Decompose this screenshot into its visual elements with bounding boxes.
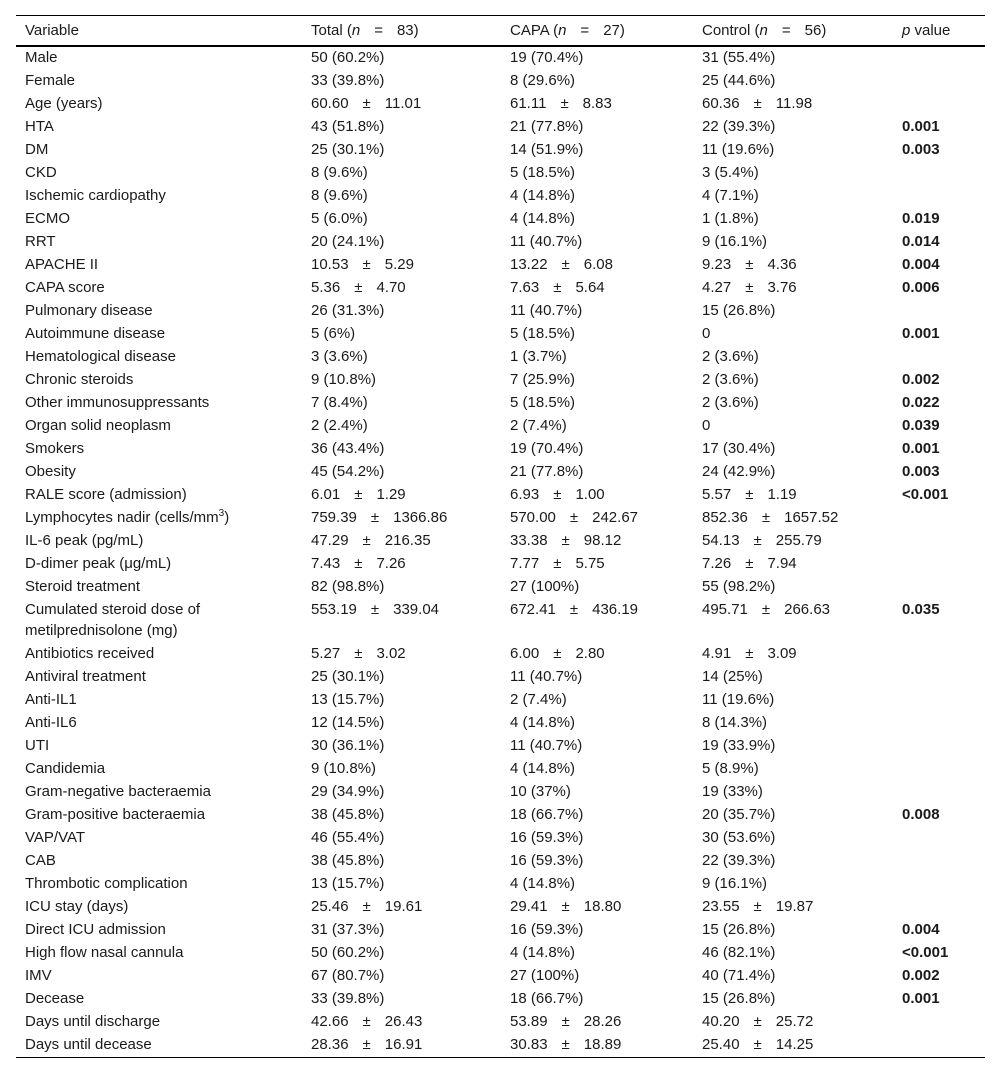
cell-p-value: 0.004 [902, 256, 940, 273]
table-row [16, 873, 985, 896]
cell-variable: Obesity [25, 463, 76, 480]
cell-control: 11 (19.6%) [702, 691, 775, 708]
cell-p-value: 0.003 [902, 463, 940, 480]
cell-capa: 4 (14.8%) [510, 875, 576, 892]
cell-control: 54.13 ± 255.79 [702, 532, 822, 549]
cell-capa: 21 (77.8%) [510, 463, 584, 480]
cell-total: 30 (36.1%) [311, 737, 385, 754]
cell-capa: 19 (70.4%) [510, 440, 584, 457]
cell-total: 8 (9.6%) [311, 187, 368, 204]
cell-p-value [893, 346, 985, 369]
cell-control: 55 (98.2%) [702, 578, 776, 595]
cell-p-value [893, 666, 985, 689]
cell-control: 15 (26.8%) [702, 302, 776, 319]
cell-total: 12 (14.5%) [311, 714, 385, 731]
cell-variable: Direct ICU admission [25, 921, 166, 938]
cell-p-value: 0.022 [902, 394, 940, 411]
cell-variable: UTI [25, 737, 50, 754]
cell-p-value [893, 758, 985, 781]
cell-total: 5.36 ± 4.70 [311, 279, 406, 296]
cell-control: 1 (1.8%) [702, 210, 759, 227]
cell-p-value [893, 712, 985, 735]
cell-capa: 2 (7.4%) [510, 417, 567, 434]
cell-variable: Gram-positive bacteraemia [25, 806, 206, 823]
cell-p-value: 0.039 [902, 417, 940, 434]
cell-total: 31 (37.3%) [311, 921, 385, 938]
cell-capa: 18 (66.7%) [510, 990, 584, 1007]
cell-capa: 4 (14.8%) [510, 714, 576, 731]
cell-total: 50 (60.2%) [311, 49, 385, 66]
cell-variable: Smokers [25, 440, 85, 457]
cell-control: 9 (16.1%) [702, 875, 768, 892]
cell-capa: 27 (100%) [510, 578, 580, 595]
table-row [16, 896, 985, 919]
cell-capa: 10 (37%) [510, 783, 571, 800]
cell-control: 22 (39.3%) [702, 118, 776, 135]
cell-variable: High flow nasal cannula [25, 944, 184, 961]
cell-variable: HTA [25, 118, 54, 135]
cell-p-value: 0.001 [902, 118, 940, 135]
cell-variable: Candidemia [25, 760, 106, 777]
cell-control: 3 (5.4%) [702, 164, 759, 181]
cell-control: 17 (30.4%) [702, 440, 776, 457]
cell-p-value [893, 643, 985, 666]
cell-variable: CAPA score [25, 279, 105, 296]
table-row [16, 1011, 985, 1034]
table-row [16, 827, 985, 850]
cell-capa: 53.89 ± 28.26 [510, 1013, 622, 1030]
table-row [16, 576, 985, 599]
header-row [16, 16, 985, 47]
cell-total: 5.27 ± 3.02 [311, 645, 406, 662]
cell-variable: Thrombotic complication [25, 875, 188, 892]
cell-total: 13 (15.7%) [311, 691, 385, 708]
cell-total: 9 (10.8%) [311, 371, 377, 388]
cell-variable: APACHE II [25, 256, 99, 273]
cell-p-value [893, 735, 985, 758]
table-row [16, 712, 985, 735]
table-row [16, 231, 985, 254]
table-row [16, 277, 985, 300]
cell-control: 2 (3.6%) [702, 371, 759, 388]
table-row [16, 735, 985, 758]
table-row [16, 415, 985, 438]
cell-variable: RRT [25, 233, 56, 250]
cell-capa: 4 (14.8%) [510, 944, 576, 961]
table-row [16, 530, 985, 553]
cell-p-value [893, 896, 985, 919]
cell-total: 60.60 ± 11.01 [311, 95, 422, 112]
cell-capa: 7.63 ± 5.64 [510, 279, 605, 296]
cell-control: 19 (33%) [702, 783, 763, 800]
cell-p-value [893, 850, 985, 873]
cell-p-value [893, 185, 985, 208]
cell-control: 2 (3.6%) [702, 394, 759, 411]
cell-variable: Male [25, 49, 58, 66]
cell-capa: 4 (14.8%) [510, 760, 576, 777]
cell-p-value [893, 530, 985, 553]
cell-p-value: 0.002 [902, 967, 940, 984]
cell-p-value: 0.004 [902, 921, 940, 938]
table-row [16, 553, 985, 576]
cell-variable: Anti-IL1 [25, 691, 77, 708]
cell-capa: 5 (18.5%) [510, 394, 576, 411]
cell-capa: 21 (77.8%) [510, 118, 584, 135]
cell-control: 4 (7.1%) [702, 187, 759, 204]
table-row [16, 804, 985, 827]
cell-total: 50 (60.2%) [311, 944, 385, 961]
cell-capa: 11 (40.7%) [510, 737, 583, 754]
cell-variable: Age (years) [25, 95, 103, 112]
cell-variable: Organ solid neoplasm [25, 417, 171, 434]
cell-total: 5 (6.0%) [311, 210, 368, 227]
cell-control: 40 (71.4%) [702, 967, 776, 984]
cell-variable: Anti-IL6 [25, 714, 77, 731]
cell-variable: Cumulated steroid dose of metilprednisolone (mg) [25, 601, 201, 639]
cell-control: 30 (53.6%) [702, 829, 776, 846]
table-row [16, 93, 985, 116]
cell-control: 40.20 ± 25.72 [702, 1013, 814, 1030]
cell-control: 11 (19.6%) [702, 141, 775, 158]
cell-p-value [893, 873, 985, 896]
table-row [16, 323, 985, 346]
cell-total: 553.19 ± 339.04 [311, 601, 440, 618]
table-container [16, 15, 985, 1058]
cell-control: 0 [702, 417, 711, 434]
cell-p-value [893, 507, 985, 530]
cell-variable: ECMO [25, 210, 70, 227]
cell-p-value [893, 781, 985, 804]
cell-control: 25 (44.6%) [702, 72, 776, 89]
cell-variable: Hematological disease [25, 348, 176, 365]
cell-capa: 8 (29.6%) [510, 72, 576, 89]
cell-control: 9 (16.1%) [702, 233, 768, 250]
table-row [16, 116, 985, 139]
cell-variable: Days until decease [25, 1036, 152, 1053]
cell-capa: 6.93 ± 1.00 [510, 486, 605, 503]
cell-total: 25 (30.1%) [311, 668, 385, 685]
header-total: Total (n = 83) [311, 22, 419, 39]
cell-capa: 7.77 ± 5.75 [510, 555, 605, 572]
cell-capa: 1 (3.7%) [510, 348, 567, 365]
cell-variable: Autoimmune disease [25, 325, 166, 342]
cell-variable: DM [25, 141, 49, 158]
cell-total: 25 (30.1%) [311, 141, 385, 158]
cell-capa: 33.38 ± 98.12 [510, 532, 622, 549]
table-row [16, 988, 985, 1011]
cell-total: 7.43 ± 7.26 [311, 555, 406, 572]
cell-control: 60.36 ± 11.98 [702, 95, 813, 112]
cell-total: 7 (8.4%) [311, 394, 368, 411]
cell-p-value: 0.019 [902, 210, 940, 227]
cell-p-value [893, 300, 985, 323]
cell-variable: Other immunosuppressants [25, 394, 210, 411]
cell-total: 10.53 ± 5.29 [311, 256, 414, 273]
cell-p-value [893, 93, 985, 116]
cell-capa: 6.00 ± 2.80 [510, 645, 605, 662]
cell-total: 33 (39.8%) [311, 990, 385, 1007]
cell-total: 5 (6%) [311, 325, 356, 342]
cell-variable: ICU stay (days) [25, 898, 129, 915]
cell-control: 4.91 ± 3.09 [702, 645, 797, 662]
cell-control: 5.57 ± 1.19 [702, 486, 797, 503]
table-row [16, 139, 985, 162]
cell-control: 23.55 ± 19.87 [702, 898, 814, 915]
cell-capa: 11 (40.7%) [510, 668, 583, 685]
cell-variable: Days until discharge [25, 1013, 161, 1030]
cell-p-value: 0.001 [902, 990, 940, 1007]
cell-capa: 2 (7.4%) [510, 691, 567, 708]
cell-variable: CKD [25, 164, 57, 181]
cell-capa: 672.41 ± 436.19 [510, 601, 639, 618]
cell-variable: RALE score (admission) [25, 486, 187, 503]
table-row [16, 689, 985, 712]
cell-capa: 14 (51.9%) [510, 141, 584, 158]
table-row [16, 942, 985, 965]
cell-variable: D-dimer peak (μg/mL) [25, 555, 172, 572]
table-row [16, 919, 985, 942]
table-body [16, 46, 985, 1058]
table-row [16, 781, 985, 804]
cell-variable: VAP/VAT [25, 829, 86, 846]
cell-capa: 570.00 ± 242.67 [510, 509, 639, 526]
cell-total: 67 (80.7%) [311, 967, 385, 984]
cell-total: 25.46 ± 19.61 [311, 898, 423, 915]
cell-capa: 11 (40.7%) [510, 233, 583, 250]
cell-variable: Gram-negative bacteraemia [25, 783, 211, 800]
cell-control: 15 (26.8%) [702, 990, 776, 1007]
cell-p-value [893, 689, 985, 712]
cell-p-value: 0.002 [902, 371, 940, 388]
cell-total: 36 (43.4%) [311, 440, 385, 457]
cell-total: 28.36 ± 16.91 [311, 1036, 423, 1053]
cell-control: 25.40 ± 14.25 [702, 1036, 814, 1053]
cell-capa: 5 (18.5%) [510, 325, 576, 342]
table-row [16, 392, 985, 415]
cell-control: 495.71 ± 266.63 [702, 601, 831, 618]
cell-capa: 29.41 ± 18.80 [510, 898, 622, 915]
cell-p-value [893, 827, 985, 850]
cell-p-value [893, 46, 985, 70]
cell-variable: Lymphocytes nadir $(cells/mm^3)$ [25, 508, 230, 526]
header-p-value: p value [902, 22, 951, 39]
cell-capa: 16 (59.3%) [510, 829, 584, 846]
cell-variable: IMV [25, 967, 52, 984]
table-row [16, 850, 985, 873]
cell-control: 31 (55.4%) [702, 49, 776, 66]
cell-p-value: 0.014 [902, 233, 940, 250]
cell-total: 47.29 ± 216.35 [311, 532, 431, 549]
cell-total: 8 (9.6%) [311, 164, 368, 181]
cell-control: 5 (8.9%) [702, 760, 759, 777]
cell-total: 33 (39.8%) [311, 72, 385, 89]
cell-p-value [893, 576, 985, 599]
table-row [16, 461, 985, 484]
cell-control: 22 (39.3%) [702, 852, 776, 869]
cell-variable: Steroid treatment [25, 578, 141, 595]
cell-p-value: 0.006 [902, 279, 940, 296]
cell-p-value: <0.001 [902, 486, 949, 503]
header-variable: Variable [25, 22, 79, 39]
table-row [16, 507, 985, 530]
cell-variable: Pulmonary disease [25, 302, 153, 319]
cell-total: 45 (54.2%) [311, 463, 385, 480]
cell-p-value [893, 70, 985, 93]
cell-total: 38 (45.8%) [311, 806, 385, 823]
table-row [16, 46, 985, 70]
cell-control: 19 (33.9%) [702, 737, 776, 754]
cell-variable: Decease [25, 990, 85, 1007]
cell-total: 43 (51.8%) [311, 118, 385, 135]
cell-capa: 61.11 ± 8.83 [510, 95, 612, 112]
cell-capa: 16 (59.3%) [510, 921, 584, 938]
cell-capa: 16 (59.3%) [510, 852, 584, 869]
cell-p-value: 0.001 [902, 440, 940, 457]
cell-control: 4.27 ± 3.76 [702, 279, 797, 296]
table-row [16, 346, 985, 369]
cell-p-value: 0.001 [902, 325, 940, 342]
cell-capa: 27 (100%) [510, 967, 580, 984]
cell-total: 82 (98.8%) [311, 578, 385, 595]
cell-total: 42.66 ± 26.43 [311, 1013, 423, 1030]
cell-variable: Ischemic cardiopathy [25, 187, 166, 204]
cell-control: 2 (3.6%) [702, 348, 759, 365]
cell-total: 46 (55.4%) [311, 829, 385, 846]
cell-total: 13 (15.7%) [311, 875, 385, 892]
cell-p-value: 0.008 [902, 806, 940, 823]
cell-total: 38 (45.8%) [311, 852, 385, 869]
cell-total: 29 (34.9%) [311, 783, 385, 800]
cell-capa: 11 (40.7%) [510, 302, 583, 319]
table-row [16, 1034, 985, 1058]
cell-capa: 4 (14.8%) [510, 187, 576, 204]
table-row [16, 162, 985, 185]
table-row [16, 643, 985, 666]
cell-total: 26 (31.3%) [311, 302, 385, 319]
table-row [16, 758, 985, 781]
cell-total: 6.01 ± 1.29 [311, 486, 406, 503]
cell-variable: CAB [25, 852, 56, 869]
cell-capa: 5 (18.5%) [510, 164, 576, 181]
cell-p-value [893, 1034, 985, 1058]
results-table [16, 15, 985, 1058]
header-capa: CAPA (n = 27) [510, 22, 625, 39]
cell-capa: 7 (25.9%) [510, 371, 576, 388]
cell-total: 759.39 ± 1366.86 [311, 509, 448, 526]
table-row [16, 484, 985, 507]
cell-variable: Female [25, 72, 76, 89]
cell-total: 3 (3.6%) [311, 348, 368, 365]
cell-control: 852.36 ± 1657.52 [702, 509, 839, 526]
cell-capa: 13.22 ± 6.08 [510, 256, 613, 273]
table-row [16, 185, 985, 208]
cell-p-value: 0.035 [902, 601, 940, 618]
table-row [16, 438, 985, 461]
table-row [16, 70, 985, 93]
table-row [16, 369, 985, 392]
cell-control: 9.23 ± 4.36 [702, 256, 797, 273]
cell-control: 24 (42.9%) [702, 463, 776, 480]
cell-p-value: <0.001 [902, 944, 949, 961]
header-control: Control (n = 56) [702, 22, 827, 39]
cell-p-value [893, 553, 985, 576]
table-row [16, 300, 985, 323]
table-row [16, 666, 985, 689]
cell-control: 20 (35.7%) [702, 806, 776, 823]
cell-variable: Antibiotics received [25, 645, 155, 662]
table-row [16, 965, 985, 988]
cell-control: 46 (82.1%) [702, 944, 776, 961]
cell-control: 14 (25%) [702, 668, 763, 685]
cell-capa: 19 (70.4%) [510, 49, 584, 66]
cell-control: 15 (26.8%) [702, 921, 776, 938]
cell-total: 2 (2.4%) [311, 417, 368, 434]
cell-p-value: 0.003 [902, 141, 940, 158]
cell-total: 9 (10.8%) [311, 760, 377, 777]
cell-control: 0 [702, 325, 711, 342]
cell-variable: Chronic steroids [25, 371, 134, 388]
cell-control: 7.26 ± 7.94 [702, 555, 797, 572]
table-row [16, 208, 985, 231]
cell-p-value [893, 1011, 985, 1034]
table-row [16, 254, 985, 277]
cell-capa: 30.83 ± 18.89 [510, 1036, 622, 1053]
cell-variable: Antiviral treatment [25, 668, 146, 685]
cell-control: 8 (14.3%) [702, 714, 768, 731]
cell-total: 20 (24.1%) [311, 233, 385, 250]
cell-capa: 4 (14.8%) [510, 210, 576, 227]
cell-capa: 18 (66.7%) [510, 806, 584, 823]
cell-p-value [893, 162, 985, 185]
table-row [16, 599, 985, 643]
cell-variable: IL-6 peak (pg/mL) [25, 532, 144, 549]
